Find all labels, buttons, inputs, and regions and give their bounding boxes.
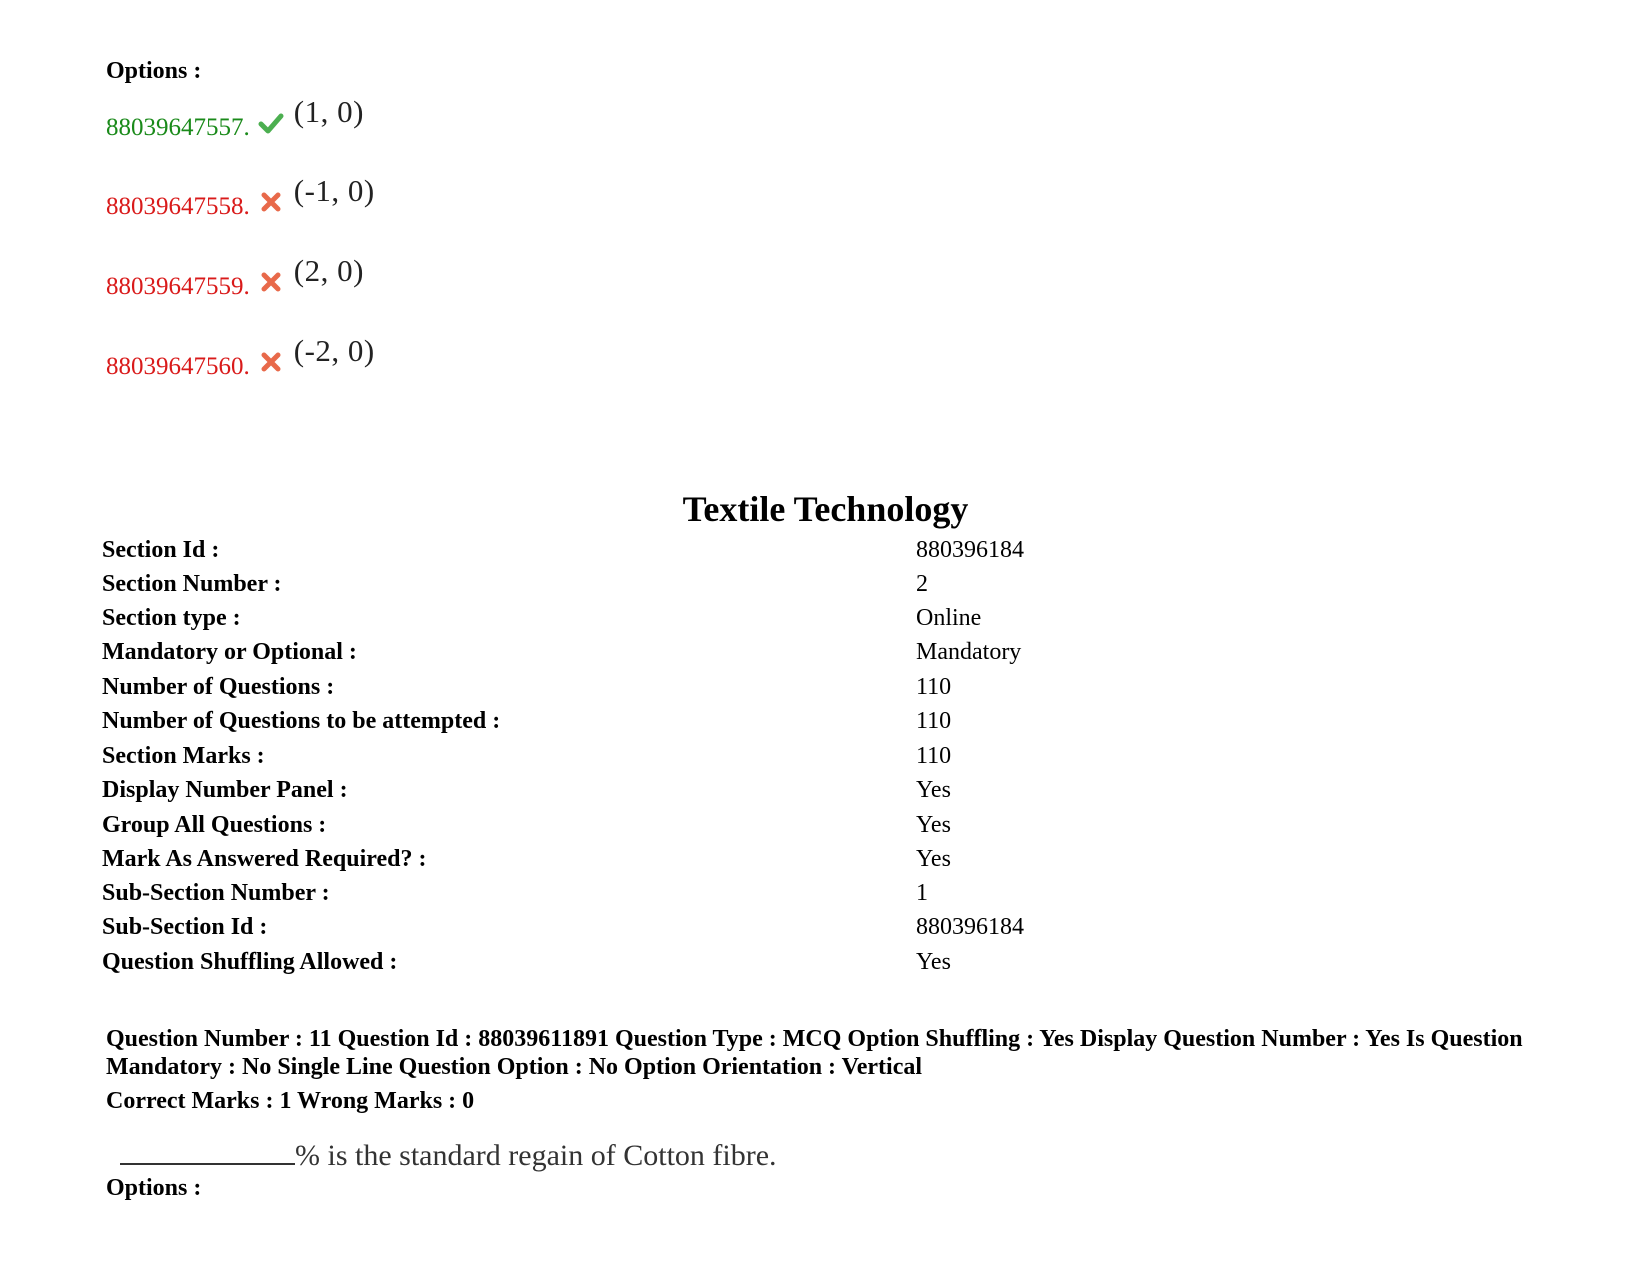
option-row	[106, 173, 375, 221]
info-value: 880396184	[916, 537, 1024, 563]
option-id: 88039647559.	[106, 273, 250, 300]
info-value: Yes	[916, 777, 951, 803]
info-value: 880396184	[916, 914, 1024, 940]
option-id: 88039647558.	[106, 193, 250, 220]
info-value: 1	[916, 880, 928, 906]
info-key: Section Marks :	[102, 743, 265, 769]
info-row	[102, 880, 1402, 914]
info-key: Section Number :	[102, 571, 282, 597]
info-key: Sub-Section Id :	[102, 914, 268, 940]
info-value: Online	[916, 605, 982, 631]
question-marks: Correct Marks : 1 Wrong Marks : 0	[106, 1088, 475, 1114]
option-value: (-2, 0)	[293, 333, 375, 368]
option-value: (1, 0)	[293, 94, 364, 129]
info-value: Yes	[916, 846, 951, 872]
check-icon	[258, 110, 284, 136]
info-row	[102, 846, 1402, 880]
question-meta: Question Number : 11 Question Id : 88039611891 Question Type : MCQ Option Shuffling : Yes Display Question Number : Yes Is Question Mandatory : No Single Line Question Option : No Option Orientation : Vertical	[106, 1026, 1523, 1080]
info-row	[102, 812, 1402, 846]
info-row	[102, 914, 1402, 948]
info-row	[102, 674, 1402, 708]
info-row	[102, 639, 1402, 673]
option-row	[106, 94, 364, 142]
info-key: Display Number Panel :	[102, 777, 348, 803]
info-row	[102, 571, 1402, 605]
info-row	[102, 605, 1402, 639]
info-value: Yes	[916, 949, 951, 975]
cross-icon	[258, 269, 284, 295]
info-row	[102, 743, 1402, 777]
info-key: Group All Questions :	[102, 812, 327, 838]
info-value: 110	[916, 674, 952, 700]
info-value: Yes	[916, 812, 951, 838]
options-heading: Options :	[106, 58, 202, 84]
cross-icon	[258, 349, 284, 375]
info-key: Number of Questions :	[102, 674, 335, 700]
option-value: (2, 0)	[293, 253, 364, 288]
options-heading: Options :	[106, 1175, 202, 1201]
info-row	[102, 537, 1402, 571]
info-row	[102, 949, 1402, 983]
section-title: Textile Technology	[682, 489, 969, 529]
info-key: Mark As Answered Required? :	[102, 846, 427, 872]
fill-blank	[120, 1135, 295, 1165]
option-id: 88039647560.	[106, 353, 250, 380]
info-value: 110	[916, 743, 952, 769]
info-key: Section Id :	[102, 537, 220, 563]
info-key: Sub-Section Number :	[102, 880, 330, 906]
option-value: (-1, 0)	[293, 173, 375, 208]
info-key: Number of Questions to be attempted :	[102, 708, 501, 734]
option-row	[106, 253, 364, 301]
info-row	[102, 708, 1402, 742]
info-key: Question Shuffling Allowed :	[102, 949, 398, 975]
option-id: 88039647557.	[106, 114, 250, 141]
question-text-content: % is the standard regain of Cotton fibre.	[295, 1139, 777, 1172]
question-text	[120, 1135, 777, 1173]
info-key: Section type :	[102, 605, 241, 631]
option-row	[106, 333, 375, 381]
cross-icon	[258, 189, 284, 215]
info-row	[102, 777, 1402, 811]
info-value: 2	[916, 571, 928, 597]
info-value: Mandatory	[916, 639, 1022, 665]
info-key: Mandatory or Optional :	[102, 639, 357, 665]
info-value: 110	[916, 708, 952, 734]
